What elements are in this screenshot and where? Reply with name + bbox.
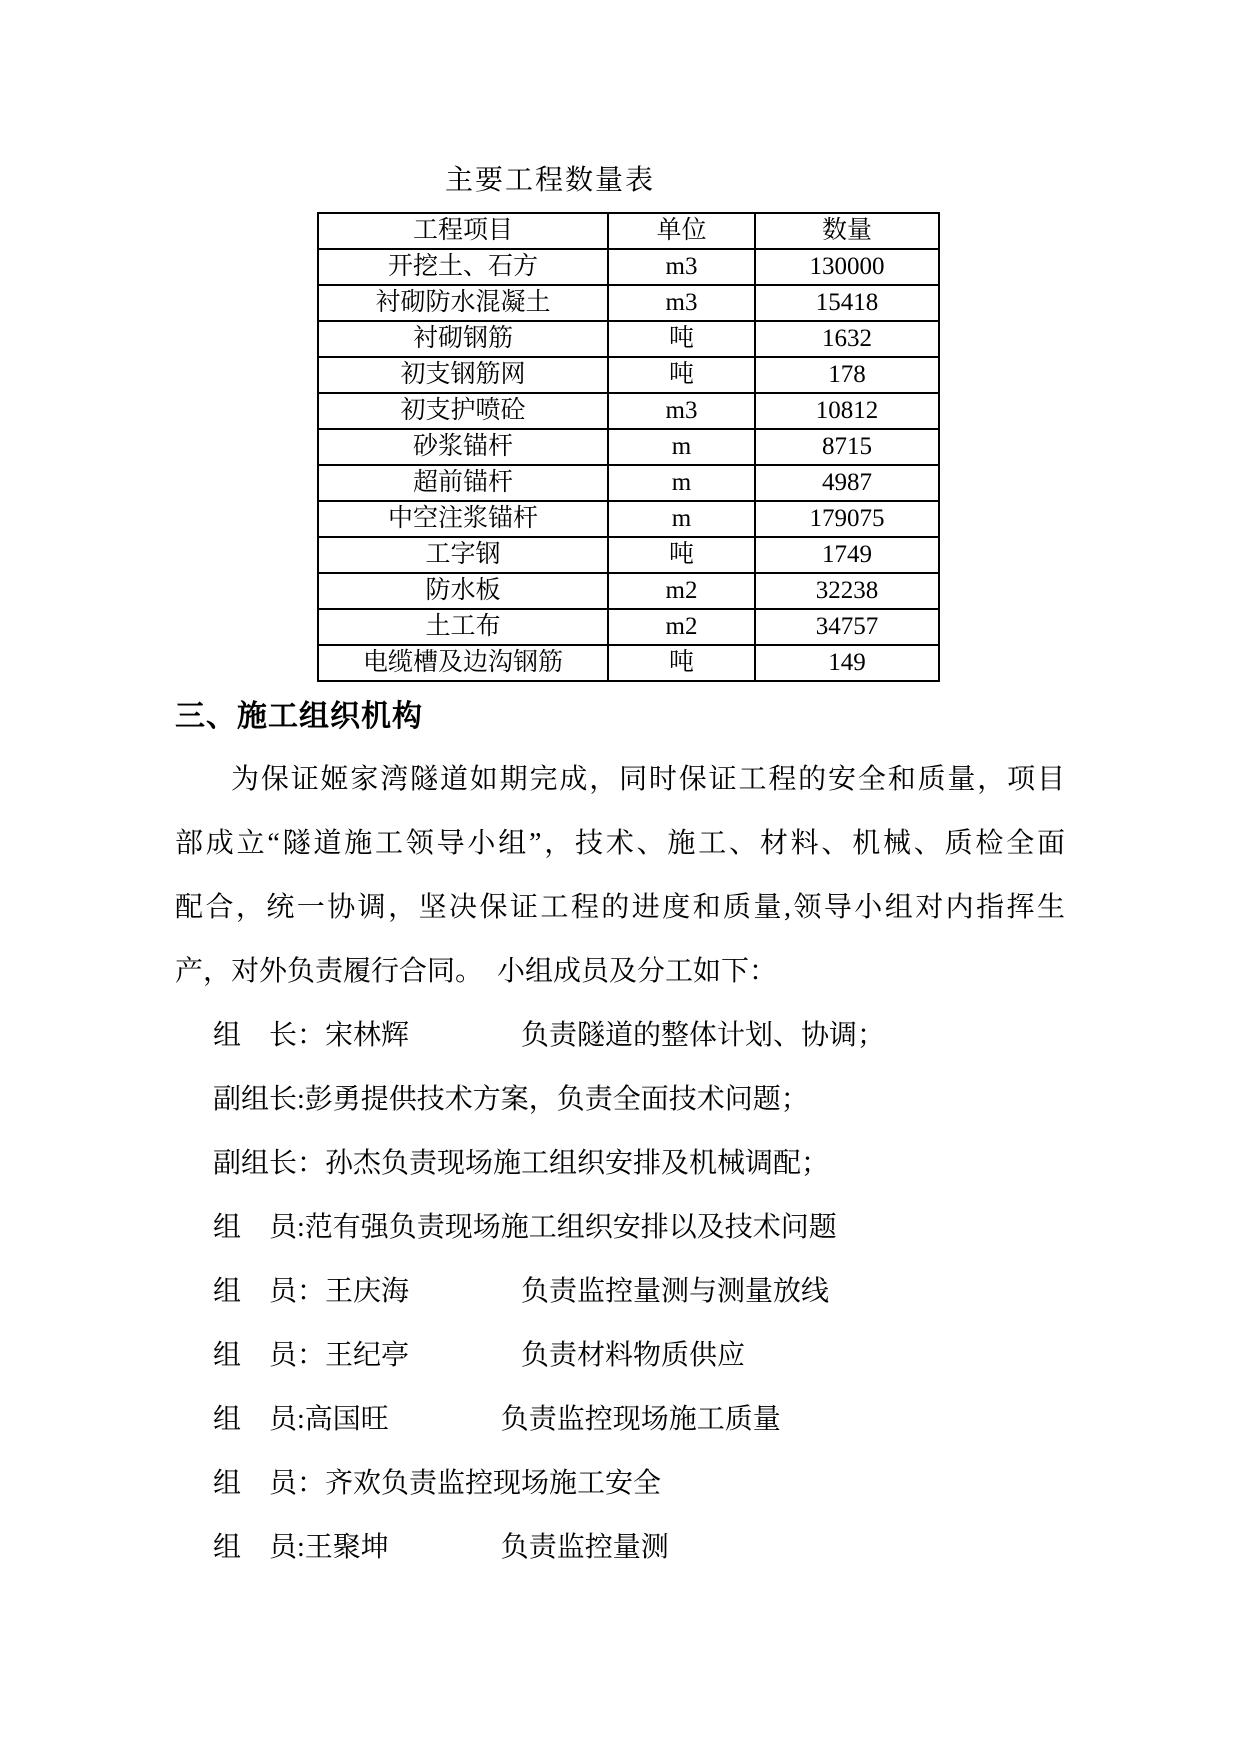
table-row xyxy=(318,465,939,501)
project-cell: 初支钢筋网 xyxy=(318,357,608,393)
project-cell: 中空注浆锚杆 xyxy=(318,501,608,537)
unit-cell: m xyxy=(608,465,755,501)
member-line-member-4: 组 员:高国旺 负责监控现场施工质量 xyxy=(213,1404,781,1435)
unit-cell: 吨 xyxy=(608,357,755,393)
project-cell: 开挖土、石方 xyxy=(318,249,608,285)
quantity-cell: 1749 xyxy=(755,537,939,573)
table-title: 主要工程数量表 xyxy=(444,165,655,196)
project-cell: 砂浆锚杆 xyxy=(318,429,608,465)
table-row xyxy=(318,501,939,537)
header-quantity: 数量 xyxy=(755,213,939,249)
quantity-cell: 149 xyxy=(755,645,939,681)
table-row xyxy=(318,609,939,645)
quantity-cell: 130000 xyxy=(755,249,939,285)
member-line-leader: 组 长：宋林辉 负责隧道的整体计划、协调； xyxy=(213,1020,886,1051)
quantity-cell: 32238 xyxy=(755,573,939,609)
section-heading: 三、施工组织机构 xyxy=(175,700,423,733)
quantity-cell: 15418 xyxy=(755,285,939,321)
table-row xyxy=(318,285,939,321)
project-cell: 工字钢 xyxy=(318,537,608,573)
table-row xyxy=(318,321,939,357)
unit-cell: m2 xyxy=(608,609,755,645)
member-list xyxy=(175,1004,1105,1580)
header-unit: 单位 xyxy=(608,213,755,249)
member-line-member-3: 组 员：王纪亭 负责材料物质供应 xyxy=(213,1340,746,1371)
member-line-deputy-1: 副组长:彭勇提供技术方案，负责全面技术问题； xyxy=(213,1084,809,1115)
project-cell: 土工布 xyxy=(318,609,608,645)
unit-cell: 吨 xyxy=(608,645,755,681)
paragraph-line: 配合，统一协调，坚决保证工程的进度和质量,领导小组对内指挥生 xyxy=(175,892,1065,923)
table-header-row xyxy=(318,213,939,249)
project-cell: 防水板 xyxy=(318,573,608,609)
table-row xyxy=(318,357,939,393)
unit-cell: 吨 xyxy=(608,321,755,357)
quantity-cell: 10812 xyxy=(755,393,939,429)
quantity-cell: 179075 xyxy=(755,501,939,537)
member-line-member-5: 组 员：齐欢负责监控现场施工安全 xyxy=(213,1468,662,1499)
header-project: 工程项目 xyxy=(318,213,608,249)
unit-cell: m3 xyxy=(608,285,755,321)
project-cell: 初支护喷砼 xyxy=(318,393,608,429)
member-line-deputy-2: 副组长：孙杰负责现场施工组织安排及机械调配； xyxy=(213,1148,830,1179)
unit-cell: m3 xyxy=(608,393,755,429)
quantity-cell: 8715 xyxy=(755,429,939,465)
quantity-table xyxy=(317,212,940,682)
table-row xyxy=(318,429,939,465)
project-cell: 衬砌钢筋 xyxy=(318,321,608,357)
table-row xyxy=(318,573,939,609)
quantity-cell: 4987 xyxy=(755,465,939,501)
project-cell: 衬砌防水混凝土 xyxy=(318,285,608,321)
quantity-cell: 178 xyxy=(755,357,939,393)
table-row xyxy=(318,645,939,681)
paragraph-line: 产，对外负责履行合同。 小组成员及分工如下： xyxy=(175,956,778,987)
unit-cell: m3 xyxy=(608,249,755,285)
project-cell: 超前锚杆 xyxy=(318,465,608,501)
quantity-cell: 1632 xyxy=(755,321,939,357)
unit-cell: m xyxy=(608,429,755,465)
paragraph-line: 为保证姬家湾隧道如期完成，同时保证工程的安全和质量，项目 xyxy=(231,764,1065,795)
table-row xyxy=(318,393,939,429)
table-row xyxy=(318,537,939,573)
intro-paragraph xyxy=(175,748,1065,1004)
unit-cell: m xyxy=(608,501,755,537)
quantity-cell: 34757 xyxy=(755,609,939,645)
table-row xyxy=(318,249,939,285)
paragraph-line: 部成立“隧道施工领导小组”，技术、施工、材料、机械、质检全面 xyxy=(175,828,1065,859)
member-line-member-6: 组 员:王聚坤 负责监控量测 xyxy=(213,1532,669,1563)
project-cell: 电缆槽及边沟钢筋 xyxy=(318,645,608,681)
member-line-member-2: 组 员：王庆海 负责监控量测与测量放线 xyxy=(213,1276,830,1307)
unit-cell: m2 xyxy=(608,573,755,609)
unit-cell: 吨 xyxy=(608,537,755,573)
member-line-member-1: 组 员:范有强负责现场施工组织安排以及技术问题 xyxy=(213,1212,837,1243)
